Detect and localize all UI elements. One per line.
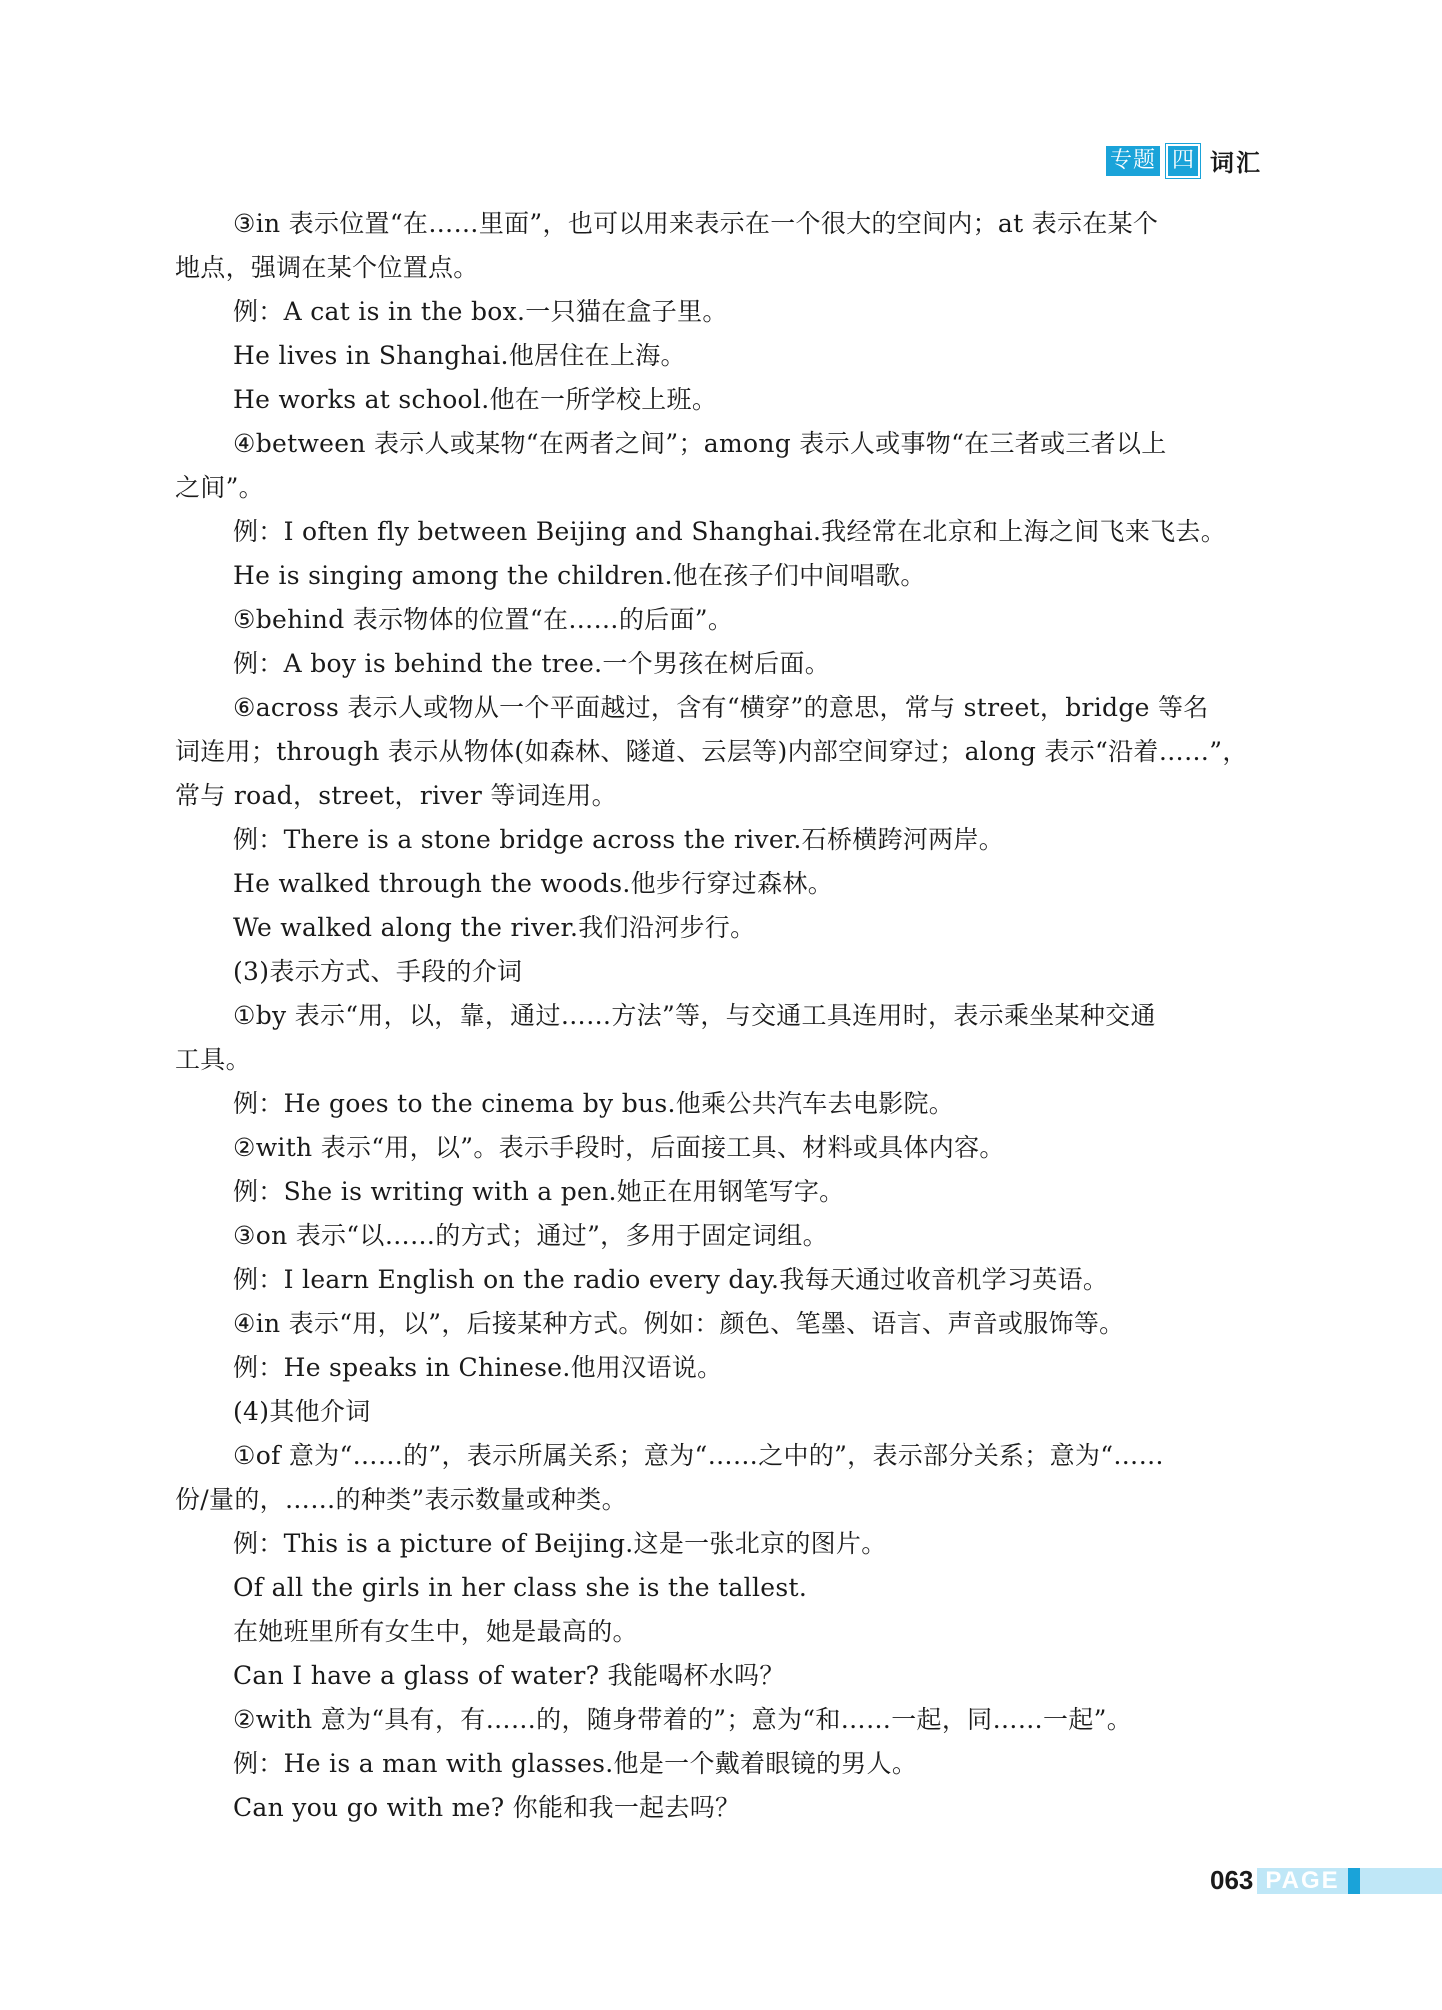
text-line: 例：I often fly between Beijing and Shanghai.我经常在北京和上海之间飞来飞去。 (233, 517, 1227, 546)
text-line: ①by 表示“用，以，靠，通过……方法”等，与交通工具连用时，表示乘坐某种交通 (233, 1001, 1156, 1030)
text-line: He is singing among the children.他在孩子们中间唱歌。 (233, 561, 926, 590)
text-line: 例：There is a stone bridge across the river.石桥横跨河两岸。 (233, 825, 1005, 854)
text-line: 例：I learn English on the radio every day.我每天通过收音机学习英语。 (233, 1265, 1109, 1294)
text-line: ③on 表示“以……的方式；通过”，多用于固定词组。 (233, 1221, 828, 1250)
text-line: 例：He speaks in Chinese.他用汉语说。 (233, 1353, 723, 1382)
text-line: 份/量的，……的种类”表示数量或种类。 (175, 1485, 627, 1514)
text-line: 地点，强调在某个位置点。 (175, 253, 479, 282)
text-line: (3)表示方式、手段的介词 (233, 957, 523, 986)
text-line: 例：This is a picture of Beijing.这是一张北京的图片。 (233, 1529, 887, 1558)
text-line: 例：A cat is in the box.一只猫在盒子里。 (233, 297, 728, 326)
page-body (175, 202, 1267, 1830)
section-tag: 专题 (1106, 146, 1160, 176)
text-line: (4)其他介词 (233, 1397, 371, 1426)
text-line: 例：A boy is behind the tree.一个男孩在树后面。 (233, 649, 831, 678)
page-bar-accent (1348, 1868, 1360, 1894)
text-line: ④in 表示“用，以”，后接某种方式。例如：颜色、笔墨、语言、声音或服饰等。 (233, 1309, 1125, 1338)
page-footer (1210, 1865, 1442, 1896)
page-label: PAGE (1257, 1868, 1347, 1894)
text-line: 在她班里所有女生中，她是最高的。 (233, 1617, 638, 1646)
text-line: 之间”。 (175, 473, 264, 502)
section-header (1106, 143, 1262, 178)
text-line: We walked along the river.我们沿河步行。 (233, 913, 756, 942)
text-line: 例：He goes to the cinema by bus.他乘公共汽车去电影院。 (233, 1089, 955, 1118)
text-line: 工具。 (175, 1045, 251, 1074)
text-line: ④between 表示人或某物“在两者之间”；among 表示人或事物“在三者或三者以上 (233, 429, 1167, 458)
text-line: ③in 表示位置“在……里面”，也可以用来表示在一个很大的空间内；at 表示在某个 (233, 209, 1159, 238)
text-line: ②with 意为“具有，有……的，随身带着的”；意为“和……一起，同……一起”。 (233, 1705, 1133, 1734)
text-line: 例：He is a man with glasses.他是一个戴着眼镜的男人。 (233, 1749, 918, 1778)
text-line: Of all the girls in her class she is the tallest. (233, 1573, 808, 1602)
text-line: ①of 意为“……的”，表示所属关系；意为“……之中的”，表示部分关系；意为“…… (233, 1441, 1164, 1470)
text-line: 例：She is writing with a pen.她正在用钢笔写字。 (233, 1177, 845, 1206)
text-line: ⑥across 表示人或物从一个平面越过，含有“横穿”的意思，常与 street，bridge 等名 (233, 693, 1209, 722)
page-bar (1360, 1868, 1442, 1894)
text-line: He walked through the woods.他步行穿过森林。 (233, 869, 834, 898)
text-line: 词连用；through 表示从物体(如森林、隧道、云层等)内部空间穿过；along 表示“沿着……”， (175, 737, 1248, 766)
section-number: 四 (1166, 144, 1200, 178)
text-line: Can you go with me? 你能和我一起去吗？ (233, 1793, 741, 1822)
text-line: Can I have a glass of water? 我能喝杯水吗？ (233, 1661, 785, 1690)
section-title: 词汇 (1210, 149, 1262, 177)
text-line: 常与 road，street，river 等词连用。 (175, 781, 617, 810)
text-line: ⑤behind 表示物体的位置“在……的后面”。 (233, 605, 734, 634)
text-line: He lives in Shanghai.他居住在上海。 (233, 341, 686, 370)
page-number: 063 (1210, 1865, 1254, 1895)
text-line: He works at school.他在一所学校上班。 (233, 385, 718, 414)
text-line: ②with 表示“用，以”。表示手段时，后面接工具、材料或具体内容。 (233, 1133, 1005, 1162)
